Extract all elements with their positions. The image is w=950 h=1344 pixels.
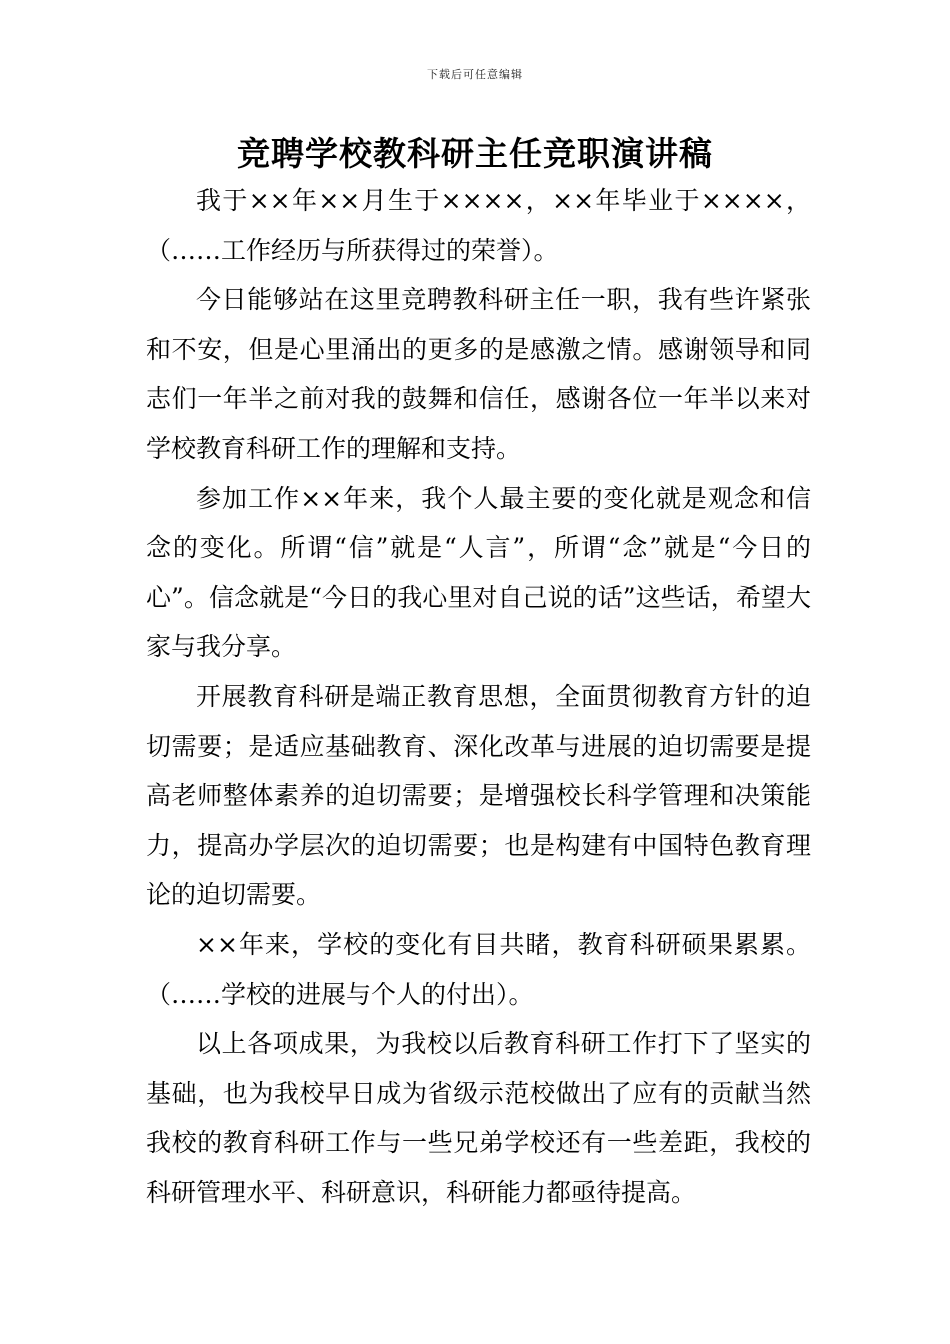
header-note: 下载后可任意编辑 — [427, 68, 523, 81]
paragraph-3: 参加工作××年来，我个人最主要的变化就是观念和信念的变化。所谓“信”就是“人言”，所谓“念”就是“今日的心”。信念就是“今日的我心里对自己说的话”这些话，希望大家与我分享。 — [146, 483, 811, 662]
paragraph-2: 今日能够站在这里竞聘教科研主任一职，我有些许紧张和不安，但是心里涌出的更多的是感激之情。感谢领导和同志们一年半之前对我的鼓舞和信任，感谢各位一年半以来对学校教育科研工作的理解和支持。 — [146, 285, 811, 463]
paragraph-4: 开展教育科研是端正教育思想，全面贯彻教育方针的迫切需要；是适应基础教育、深化改革与进展的迫切需要是提高老师整体素养的迫切需要；是增强校长科学管理和决策能力，提高办学层次的迫切需要；也是构建有中国特色教育理论的迫切需要。 — [146, 681, 811, 910]
paragraph-1: 我于××年××月生于××××，××年毕业于××××，（……工作经历与所获得过的荣誉）。 — [146, 186, 811, 265]
paragraph-5: ××年来，学校的变化有目共睹，教育科研硕果累累。（……学校的进展与个人的付出）。 — [146, 929, 811, 1009]
document-body — [146, 176, 811, 1217]
paragraph-6: 以上各项成果，为我校以后教育科研工作打下了坚实的基础，也为我校早日成为省级示范校做出了应有的贡献当然我校的教育科研工作与一些兄弟学校还有一些差距，我校的科研管理水平、科研意识，科研能力都亟待提高。 — [146, 1029, 811, 1207]
document-title: 竞聘学校教科研主任竞职演讲稿 — [237, 134, 713, 173]
